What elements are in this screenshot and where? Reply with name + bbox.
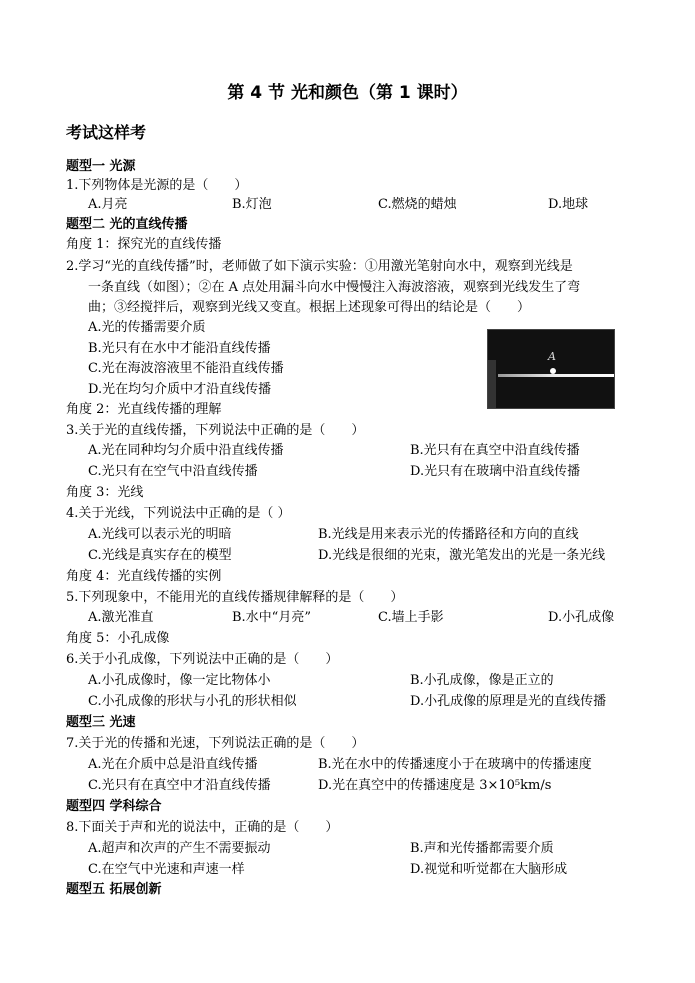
option: D.光在真空中的传播速度是 3×10⁵km/s	[318, 778, 552, 793]
option: C.光只有在空气中沿直线传播	[88, 464, 258, 479]
question-line: 角度 5：小孔成像	[66, 631, 170, 646]
question-line: 7.关于光的传播和光速，下列说法正确的是（ ）	[66, 736, 365, 751]
question-type-heading: 题型四 学科综合	[66, 799, 162, 814]
question-line: 3.关于光的直线传播，下列说法中正确的是（ ）	[66, 423, 365, 438]
section-heading: 考试这样考	[66, 123, 147, 142]
laser-experiment-photo	[487, 329, 615, 409]
container-edge	[488, 360, 496, 408]
question-type-heading: 题型二 光的直线传播	[66, 217, 188, 232]
option: A.光在同种均匀介质中沿直线传播	[88, 443, 284, 458]
question-line: 曲；③经搅拌后，观察到光线又变直。根据上述现象可得出的结论是（ ）	[88, 300, 531, 315]
option: A.月亮	[88, 197, 128, 212]
question-line: A.光的传播需要介质	[88, 320, 206, 335]
question-line: 5.下列现象中，不能用光的直线传播规律解释的是（ ）	[66, 590, 404, 605]
question-type-heading: 题型五 拓展创新	[66, 882, 162, 897]
question-line: 角度 1：探究光的直线传播	[66, 237, 222, 252]
question-type-heading: 题型三 光速	[66, 715, 136, 730]
option: A.光线可以表示光的明暗	[88, 527, 232, 542]
page-title: 第 4 节 光和颜色（第 1 课时）	[227, 83, 468, 103]
question-line: 4.关于光线，下列说法中正确的是（ ）	[66, 506, 291, 521]
option: A.光在介质中总是沿直线传播	[88, 757, 258, 772]
point-a-label: A	[548, 350, 556, 363]
point-a-marker	[550, 368, 556, 374]
question-line: 一条直线（如图）；②在 A 点处用漏斗向水中慢慢注入海波溶液，观察到光线发生了弯	[88, 280, 581, 295]
question-line: D.光在均匀介质中才沿直线传播	[88, 382, 272, 397]
question-line: 8.下面关于声和光的说法中，正确的是（ ）	[66, 820, 339, 835]
option: A.超声和次声的产生不需要振动	[88, 841, 271, 856]
option: B.光只有在真空中沿直线传播	[410, 443, 580, 458]
option: B.水中“月亮”	[232, 610, 311, 625]
option: C.光线是真实存在的模型	[88, 548, 232, 563]
question-line: 角度 4：光直线传播的实例	[66, 569, 222, 584]
option: C.燃烧的蜡烛	[378, 197, 457, 212]
option: B.光在水中的传播速度小于在玻璃中的传播速度	[318, 757, 592, 772]
question-line: C.光在海波溶液里不能沿直线传播	[88, 361, 284, 376]
option: C.光只有在真空中才沿直线传播	[88, 778, 271, 793]
option: B.小孔成像，像是正立的	[410, 673, 554, 688]
question-line: 2.学习“光的直线传播”时，老师做了如下演示实验：①用激光笔射向水中，观察到光线是	[66, 259, 573, 274]
question-line: 角度 2：光直线传播的理解	[66, 402, 222, 417]
option: C.墙上手影	[378, 610, 444, 625]
option: D.小孔成像的原理是光的直线传播	[410, 694, 607, 709]
option: D.光线是很细的光束，激光笔发出的光是一条光线	[318, 548, 606, 563]
option: C.在空气中光速和声速一样	[88, 862, 245, 877]
option: B.声和光传播都需要介质	[410, 841, 554, 856]
question-line: 角度 3：光线	[66, 485, 144, 500]
option: B.灯泡	[232, 197, 272, 212]
laser-beam	[498, 374, 614, 377]
question-line: 6.关于小孔成像，下列说法中正确的是（ ）	[66, 652, 339, 667]
option: A.小孔成像时，像一定比物体小	[88, 673, 271, 688]
option: C.小孔成像的形状与小孔的形状相似	[88, 694, 297, 709]
question-line: 1.下列物体是光源的是（ ）	[66, 178, 248, 193]
option: D.地球	[548, 197, 589, 212]
option: D.视觉和听觉都在大脑形成	[410, 862, 568, 877]
question-line: B.光只有在水中才能沿直线传播	[88, 341, 271, 356]
option: A.激光准直	[88, 610, 154, 625]
question-type-heading: 题型一 光源	[66, 159, 136, 174]
option: B.光线是用来表示光的传播路径和方向的直线	[318, 527, 579, 542]
option: D.光只有在玻璃中沿直线传播	[410, 464, 581, 479]
option: D.小孔成像	[548, 610, 615, 625]
